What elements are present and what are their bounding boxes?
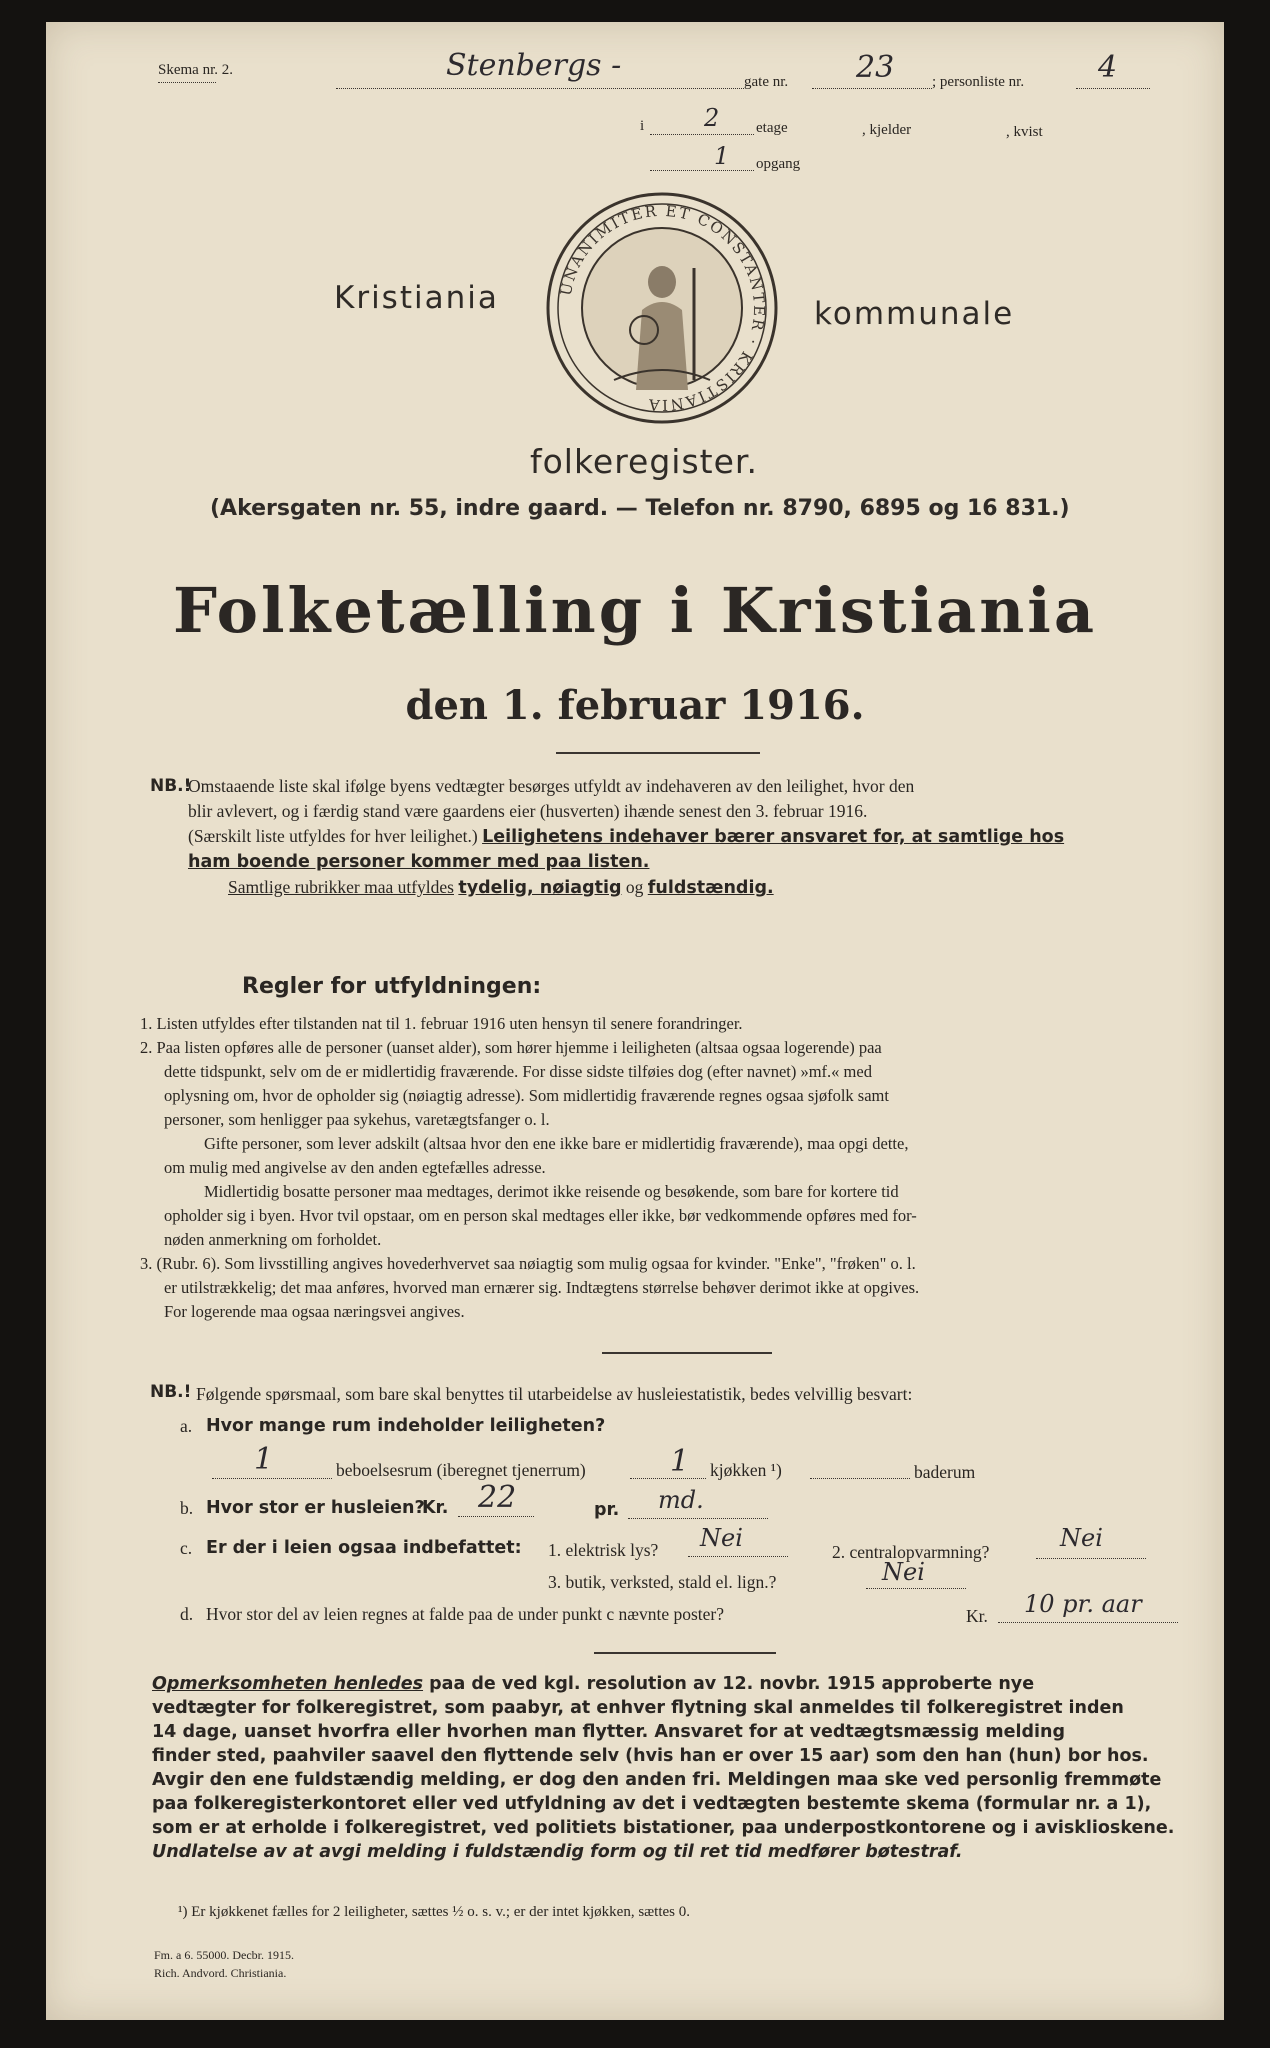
rent-period-line [628, 1518, 768, 1519]
nb2-divider [594, 1652, 776, 1654]
notice-line-4: finder sted, paahviler saavel den flyttende selv (hvis han er over 15 aar) som den han (hun) bor hos. [152, 1746, 1149, 1766]
personliste-number: 4 [1098, 50, 1118, 85]
nb1-last-a: Samtlige rubrikker maa utfyldes [228, 877, 454, 897]
q-d-label: d. [180, 1604, 194, 1624]
gate-label: gate nr. [744, 74, 789, 90]
gate-line [812, 88, 932, 89]
nb2-intro: Følgende spørsmaal, som bare skal benyttes til utarbeidelse av husleiestatistik, bedes velvillig besvart: [196, 1384, 913, 1404]
nb1-paragraph [188, 774, 1192, 901]
rules-list [140, 1012, 1192, 1324]
schema-underline [158, 82, 216, 83]
notice-line-2: vedtægter for folkeregistret, som paabyr, at enhver flytning skal anmeldes til folkeregistret inden [152, 1698, 1124, 1718]
census-form-page [46, 22, 1224, 2020]
rent-pr-label: pr. [594, 1500, 620, 1520]
rule-line-2: 2. Paa listen opføres alle de personer (uanset alder), som hører hjemme i leiligheten (altsaa ogsaa logerende) paa [140, 1038, 882, 1057]
q-c-question: Er der i leien ogsaa indbefattet: [206, 1538, 522, 1558]
rules-divider [602, 1352, 772, 1354]
rooms-value: 1 [254, 1442, 274, 1477]
rule-line-4: oplysning om, hvor de opholder sig (nøiagtig adresse). Som midlertidig fraværende regnes ogsaa sjøfolk samt [164, 1086, 889, 1105]
nb1-line-1: Omstaaende liste skal ifølge byens vedtægter besørges utfyldt av indehaveren av den leilighet, hvor den [188, 776, 915, 796]
kristiania-seal-icon [544, 190, 780, 426]
q-a-question: Hvor mange rum indeholder leiligheten? [206, 1416, 606, 1436]
bath-label: baderum [914, 1462, 976, 1482]
rule-line-7: om mulig med angivelse av den anden egtefælles adresse. [164, 1158, 546, 1177]
nb1-line-2: blir avlevert, og i færdig stand være gaardens eier (husverten) ihænde senest den 3. februar 1916. [188, 801, 868, 821]
document-title: Folketælling i Kristiania [172, 574, 1098, 647]
notice-line-5: Avgir den ene fuldstændig melding, er dog den anden fri. Meldingen maa ske ved personlig fremmøte [152, 1770, 1162, 1790]
d-kr-label: Kr. [966, 1606, 988, 1626]
d-line [998, 1622, 1178, 1623]
rent-line [458, 1516, 534, 1517]
c2-line [1036, 1558, 1146, 1559]
kjelder-label: , kjelder [862, 122, 912, 138]
c2-value: Nei [1060, 1524, 1103, 1552]
bath-line [810, 1478, 910, 1479]
notice-line-8: Undlatelse av at avgi melding i fuldstændig form og til ret tid medfører bøtestraf. [152, 1842, 963, 1862]
rule-line-9: opholder sig i byen. Hvor tvil opstaar, om en person skal medtages eller ikke, bør vedkommende opføres med for- [164, 1206, 917, 1225]
nb1-line-5 [188, 875, 1192, 901]
notice-lead: Opmerksomheten henledes [152, 1674, 424, 1694]
printer-info [154, 1946, 294, 1982]
nb1-line-4: ham boende personer kommer med paa listen. [188, 852, 650, 872]
register-name: folkeregister. [530, 442, 758, 481]
footnote: ¹) Er kjøkkenet fælles for 2 leiligheter, sættes ½ o. s. v.; er der intet kjøkken, sættes 0. [178, 1904, 690, 1920]
notice-line-1 [152, 1672, 1194, 1696]
register-address: (Akersgaten nr. 55, indre gaard. — Telefon nr. 8790, 6895 og 16 831.) [210, 496, 1070, 521]
kitchen-value: 1 [670, 1444, 690, 1479]
rooms-line [212, 1478, 332, 1479]
rule-line-8: Midlertidig bosatte personer maa medtages, derimot ikke reisende og besøkende, som bare for kortere tid [204, 1182, 899, 1201]
etage-label: etage [756, 120, 788, 136]
opgang-label: opgang [756, 156, 801, 172]
notice-line-1-text: paa de ved kgl. resolution av 12. novbr. 1915 approberte nye [429, 1674, 1035, 1694]
title-divider [556, 752, 760, 754]
rent-period-value: md. [658, 1486, 704, 1514]
seal-text: UNANIMITER ET CONSTANTER · KRISTIANIA [556, 201, 769, 415]
d-value: 10 pr. aar [1024, 1590, 1142, 1618]
rent-kr-label: Kr. [422, 1498, 449, 1518]
rule-line-12: er utilstrækkelig; det maa anføres, hvorved man ernærer sig. Indtægtens størrelse behøver derimot ikke at opgives. [164, 1278, 920, 1297]
street-name-handwritten: Stenbergs - [446, 48, 622, 83]
c3-value: Nei [882, 1558, 925, 1586]
q-b-question: Hvor stor er husleien? [206, 1498, 425, 1518]
rule-line-11: 3. (Rubr. 6). Som livsstilling angives hovederhvervet saa nøiagtig som mulig ogsaa for kvinder. "Enke", "frøken" o. l. [140, 1254, 916, 1273]
notice-paragraph [152, 1672, 1194, 1864]
notice-line-6: paa folkeregisterkontoret eller ved utfyldning av det i vedtægten bestemte skema (formular nr. a 1), [152, 1794, 1152, 1814]
c1-value: Nei [700, 1524, 743, 1552]
c2-label: 2. centralopvarmning? [832, 1542, 990, 1562]
rule-line-1: 1. Listen utfyldes efter tilstanden nat til 1. februar 1916 uten hensyn til senere forandringer. [140, 1014, 743, 1033]
opgang-value: 1 [714, 142, 730, 170]
notice-line-3: 14 dage, uanset hvorfra eller hvorhen man flytter. Ansvaret for at vedtægtsmæssig melding [152, 1722, 1066, 1742]
personliste-line [1076, 88, 1150, 89]
nb1-last-c: og [625, 877, 644, 897]
rule-line-13: For logerende maa ogsaa næringsvei angives. [164, 1302, 465, 1321]
nb1-last-b: tydelig, nøiagtig [458, 878, 622, 898]
document-subtitle: den 1. februar 1916. [405, 682, 865, 729]
rent-value: 22 [478, 1480, 517, 1515]
q-b-label: b. [180, 1498, 194, 1518]
rules-heading: Regler for utfyldningen: [242, 974, 542, 999]
c1-label: 1. elektrisk lys? [548, 1540, 659, 1560]
kitchen-label: kjøkken ¹) [710, 1460, 782, 1480]
etage-value: 2 [704, 104, 720, 132]
schema-number: Skema nr. 2. [158, 62, 233, 78]
etage-line [650, 134, 754, 135]
authority-right: kommunale [814, 296, 1015, 332]
nb2-label: NB.! [150, 1382, 192, 1402]
nb1-label: NB.! [150, 776, 192, 796]
c3-label: 3. butik, verksted, stald el. lign.? [548, 1572, 777, 1592]
rule-line-3: dette tidspunkt, selv om de er midlertidig fraværende. For disse sidste tilføies dog (efter navnet) »mf.« med [164, 1062, 872, 1081]
authority-left: Kristiania [334, 280, 499, 316]
rule-line-6: Gifte personer, som lever adskilt (altsaa hvor den ene ikke bare er midlertidig fraværende), maa opgi dette, [204, 1134, 909, 1153]
q-c-label: c. [180, 1538, 193, 1558]
q-d-question: Hvor stor del av leien regnes at falde paa de under punkt c nævnte poster? [206, 1604, 725, 1624]
printer-line-1: Fm. a 6. 55000. Decbr. 1915. [154, 1948, 294, 1962]
nb1-line-3-text: (Særskilt liste utfyldes for hver leilighet.) [188, 826, 478, 846]
gate-number: 23 [856, 50, 895, 85]
opgang-line [650, 170, 754, 171]
nb1-bold-1: Leilighetens indehaver bærer ansvaret for, at samtlige hos [482, 827, 1065, 847]
c1-line [688, 1556, 788, 1557]
c3-line [866, 1588, 966, 1589]
notice-line-7: som er at erholde i folkeregistret, ved politiets bistationer, paa underpostkontorene og i avisklioskene. [152, 1818, 1175, 1838]
rule-line-5: personer, som henligger paa sykehus, varetægtsfanger o. l. [164, 1110, 550, 1129]
nb1-line-3 [188, 824, 1192, 850]
rooms-label: beboelsesrum (iberegnet tjenerrum) [336, 1460, 586, 1480]
i-label: i [640, 118, 645, 134]
kitchen-line [630, 1478, 706, 1479]
printer-line-2: Rich. Andvord. Christiania. [154, 1966, 287, 1980]
q-a-label: a. [180, 1416, 193, 1436]
personliste-label: ; personliste nr. [932, 74, 1025, 90]
kvist-label: , kvist [1006, 124, 1043, 140]
nb1-last-d: fuldstændig. [647, 878, 774, 898]
rule-line-10: nøden anmerkning om forholdet. [164, 1230, 382, 1249]
street-line [336, 88, 744, 89]
